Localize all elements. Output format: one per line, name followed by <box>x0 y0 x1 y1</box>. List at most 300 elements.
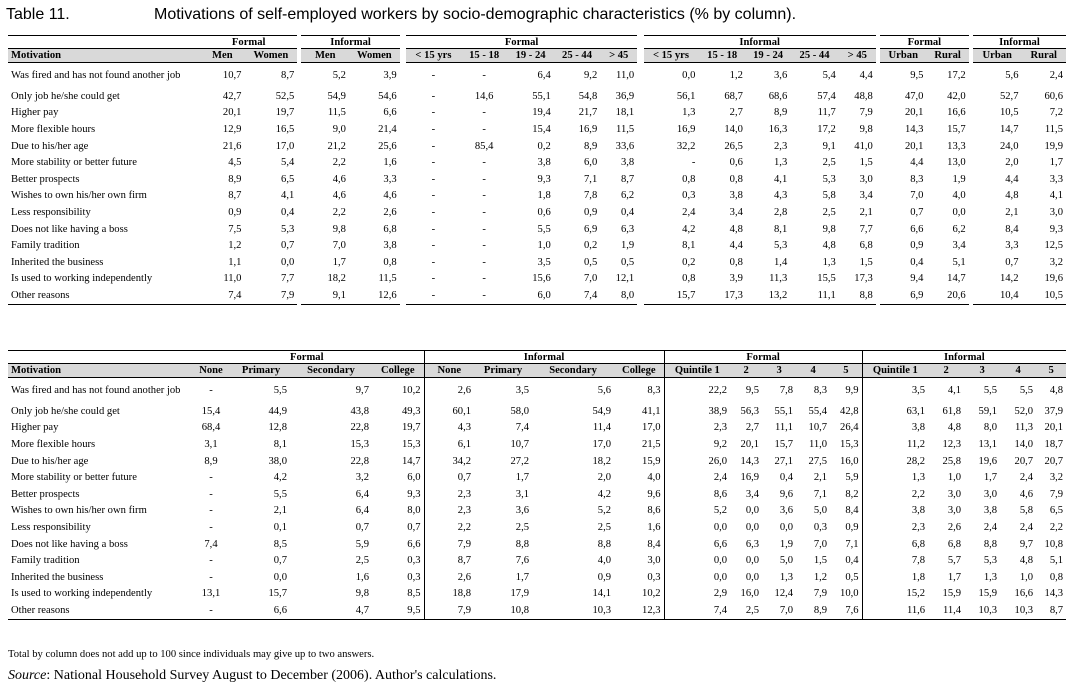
table-cell: 10,2 <box>642 588 661 600</box>
table-row <box>8 602 1066 619</box>
table-cell: 6,8 <box>862 536 928 553</box>
column-header: 5 <box>1036 364 1066 378</box>
table-cell: 7,7 <box>281 273 295 285</box>
column-header-row <box>8 49 1066 63</box>
table-cell: 14,1 <box>592 588 612 600</box>
table-cell: 41,0 <box>854 140 873 152</box>
column-header: > 45 <box>839 49 876 63</box>
table-cell: 5,3 <box>983 555 998 567</box>
table-cell: 6,6 <box>383 107 397 119</box>
table-cell: 5,1 <box>952 256 966 268</box>
table-cell: 26,5 <box>724 140 743 152</box>
table-cell: 0,6 <box>537 206 551 218</box>
table-cell: 2,4 <box>682 206 696 218</box>
table-cell: 4,6 <box>1019 488 1034 500</box>
table-cell: 0,7 <box>1005 256 1019 268</box>
table-cell: 3,8 <box>537 157 551 169</box>
table-cell: 16,3 <box>768 123 788 135</box>
table-cell: - <box>209 555 213 567</box>
row-label: Due to his/her age <box>11 455 89 467</box>
table-cell: 4,1 <box>281 190 295 202</box>
table-cell: 5,4 <box>281 157 295 169</box>
table-row <box>8 221 1066 238</box>
table-cell: 11,4 <box>928 602 964 619</box>
table-cell: 4,4 <box>839 63 876 89</box>
table-cell: 21,7 <box>578 107 598 119</box>
table-cell: 11,1 <box>790 287 839 304</box>
table-cell: 0,2 <box>537 140 551 152</box>
table-cell: 0,3 <box>682 190 696 202</box>
table-cell: 0,7 <box>407 521 421 533</box>
table-cell: 5,6 <box>532 378 614 404</box>
table-cell: 2,4 <box>1019 472 1034 484</box>
table-cell: 1,9 <box>779 538 794 550</box>
column-header: < 15 yrs <box>644 49 699 63</box>
table-cell: 0,6 <box>729 157 743 169</box>
table-cell: 0,0 <box>281 256 295 268</box>
table-cell: 9,9 <box>830 378 862 404</box>
table-cell: - <box>482 240 486 252</box>
table-cell: 7,8 <box>762 378 796 404</box>
table-cell: 24,0 <box>999 140 1019 152</box>
table-cell: 16,9 <box>578 123 598 135</box>
table-cell: 3,8 <box>862 503 928 520</box>
table-cell: 2,3 <box>424 486 474 503</box>
table-cell: 8,3 <box>796 378 830 404</box>
table-cell: 2,1 <box>813 472 828 484</box>
table-cell: - <box>431 107 436 119</box>
table-cell: 16,0 <box>840 455 859 467</box>
table-cell: 8,1 <box>273 438 287 450</box>
table-cell: 56,3 <box>740 405 760 417</box>
table-cell: 2,4 <box>1022 63 1067 89</box>
table-cell: 61,8 <box>942 405 962 417</box>
table-cell: 0,7 <box>424 469 474 486</box>
table-cell: 2,1 <box>273 505 287 517</box>
table-cell: - <box>190 602 232 619</box>
table-cell: 15,3 <box>402 438 421 450</box>
table-cell: 10,3 <box>964 602 1000 619</box>
table-cell: 17,9 <box>510 588 530 600</box>
table-cell: 8,7 <box>1036 602 1066 619</box>
column-header: 15 - 18 <box>698 49 746 63</box>
table-cell: 13,3 <box>947 140 966 152</box>
table-cell: 9,2 <box>664 436 730 453</box>
table-cell: 2,5 <box>515 521 530 533</box>
table-cell: 1,4 <box>774 256 788 268</box>
table-row <box>8 536 1066 553</box>
table-cell: 5,1 <box>1049 555 1064 567</box>
table-cell: - <box>209 571 213 583</box>
table-cell: 4,4 <box>1005 173 1019 185</box>
table-row <box>8 171 1066 188</box>
table-cell: 1,7 <box>1049 157 1063 169</box>
table-cell: 0,2 <box>584 240 598 252</box>
table-row <box>8 254 1066 271</box>
table-cell: 2,6 <box>947 521 962 533</box>
column-header: 3 <box>964 364 1000 378</box>
table-row <box>8 378 1066 404</box>
table-cell: - <box>209 521 213 533</box>
table-cell: 4,2 <box>597 488 612 500</box>
table-cell: 17,2 <box>817 123 836 135</box>
column-header: None <box>190 364 232 378</box>
table-cell: 2,1 <box>859 206 873 218</box>
table-cell: 5,5 <box>964 378 1000 404</box>
table-cell: - <box>461 63 507 89</box>
group-header: Formal <box>880 36 969 49</box>
table-cell: 0,5 <box>845 571 859 583</box>
row-label: Higher pay <box>11 107 59 119</box>
column-header: 25 - 44 <box>790 49 839 63</box>
table-cell: 10,5 <box>1022 287 1067 304</box>
table-cell: 2,2 <box>424 519 474 536</box>
table-cell: 4,4 <box>729 240 743 252</box>
table-cell: 48,8 <box>854 90 873 102</box>
table-row <box>8 403 1066 420</box>
table-cell: 0,2 <box>682 256 696 268</box>
table-cell: 5,3 <box>774 240 788 252</box>
table-cell: 0,8 <box>682 273 696 285</box>
table-cell: 21,5 <box>642 438 661 450</box>
table-cell: 7,9 <box>424 536 474 553</box>
source-text: : National Household Survey August to December (2006). Author's calculations. <box>46 668 497 683</box>
table-cell: 10,0 <box>840 588 859 600</box>
table-cell: 3,3 <box>383 173 397 185</box>
table-cell: 12,9 <box>222 123 242 135</box>
table-cell: 12,3 <box>942 438 962 450</box>
table-cell: 0,7 <box>281 240 295 252</box>
table-cell: 7,1 <box>584 173 598 185</box>
table-cell: 11,6 <box>862 602 928 619</box>
table-cell: 8,5 <box>273 538 287 550</box>
group-header: Informal <box>424 351 664 364</box>
table-cell: 5,3 <box>822 173 836 185</box>
table-cell: 9,0 <box>332 123 346 135</box>
table-cell: 2,9 <box>664 586 730 603</box>
column-header: Secondary <box>290 364 372 378</box>
table-cell: 10,8 <box>474 602 532 619</box>
table-cell: 42,7 <box>222 90 242 102</box>
table-cell: 2,4 <box>983 521 998 533</box>
table-cell: 5,2 <box>597 505 612 517</box>
table-cell: 7,9 <box>1049 488 1064 500</box>
table-cell: 19,7 <box>402 422 421 434</box>
table-cell: 11,1 <box>774 422 794 434</box>
table-cell: - <box>406 287 461 304</box>
table-cell: 6,2 <box>952 223 966 235</box>
table-cell: 5,4 <box>790 63 839 89</box>
table-cell: 0,0 <box>664 519 730 536</box>
table-cell: 19,6 <box>978 455 998 467</box>
table-cell: 7,4 <box>200 287 244 304</box>
table-cell: 21,2 <box>327 140 346 152</box>
table-cell: 11,4 <box>592 422 612 434</box>
table-cell: 1,5 <box>859 157 873 169</box>
column-header: Women <box>244 49 297 63</box>
table-cell: 20,1 <box>222 107 242 119</box>
table-cell: 0,0 <box>779 521 794 533</box>
table-cell: 8,1 <box>774 223 788 235</box>
table-cell: 9,5 <box>730 378 762 404</box>
table-cell: 6,6 <box>407 538 421 550</box>
table-cell: 6,5 <box>281 173 295 185</box>
table-cell: 7,4 <box>554 287 600 304</box>
table-cell: 17,0 <box>642 422 661 434</box>
table-cell: 14,7 <box>947 273 966 285</box>
table-cell: 7,0 <box>910 190 924 202</box>
table-cell: 10,5 <box>999 107 1019 119</box>
column-header: Motivation <box>8 49 200 63</box>
table-cell: 1,9 <box>620 240 635 252</box>
table-cell: 6,9 <box>584 223 598 235</box>
table-cell: 8,6 <box>664 486 730 503</box>
row-label: Does not like having a boss <box>11 538 128 550</box>
table-cell: 55,1 <box>774 405 794 417</box>
table-cell: 5,5 <box>232 378 290 404</box>
table-row <box>8 486 1066 503</box>
table-cell: 0,8 <box>682 173 696 185</box>
table-row <box>8 188 1066 205</box>
table-cell: 12,5 <box>1044 240 1063 252</box>
table-cell: 4,8 <box>822 240 836 252</box>
table-cell: 11,3 <box>769 273 788 285</box>
table-cell: 1,6 <box>355 571 369 583</box>
table-row <box>8 271 1066 288</box>
table-cell: 20,6 <box>926 287 968 304</box>
table-cell: 44,9 <box>268 405 287 417</box>
table-cell: 3,4 <box>859 190 873 202</box>
table-cell: 27,2 <box>510 455 530 467</box>
table-cell: 1,3 <box>774 157 788 169</box>
row-label: Better prospects <box>11 488 80 500</box>
table-cell: 8,8 <box>597 538 612 550</box>
table-cell: 6,3 <box>745 538 760 550</box>
table-cell: 1,0 <box>947 472 962 484</box>
table-cell: 8,7 <box>620 173 635 185</box>
table-cell: 20,1 <box>904 140 924 152</box>
table-cell: 15,4 <box>201 405 221 417</box>
column-header: 2 <box>730 364 762 378</box>
table-cell: - <box>482 107 486 119</box>
table-cell: 3,8 <box>383 240 397 252</box>
table-cell: 15,7 <box>774 438 794 450</box>
table-cell: 6,0 <box>507 287 553 304</box>
table-cell: 14,7 <box>402 455 421 467</box>
row-label: Only job he/she could get <box>11 405 120 417</box>
table-cell: 3,8 <box>729 190 743 202</box>
table-cell: 59,1 <box>978 405 998 417</box>
table-cell: 3,4 <box>729 206 743 218</box>
table-cell: 11,5 <box>378 273 397 285</box>
table-cell: 9,7 <box>290 378 372 404</box>
table-cell: 8,0 <box>600 287 637 304</box>
table-cell: 0,3 <box>407 571 421 583</box>
table-cell: 8,0 <box>407 505 421 517</box>
table-cell: 6,8 <box>947 538 962 550</box>
table-cell: 7,7 <box>859 223 873 235</box>
table-cell: 60,1 <box>424 403 474 420</box>
table-cell: 9,3 <box>407 488 421 500</box>
table-cell: 1,7 <box>515 472 530 484</box>
table-cell: 5,5 <box>537 223 551 235</box>
table-cell: 1,7 <box>515 571 530 583</box>
group-header: Formal <box>190 351 424 364</box>
group-header: Informal <box>973 36 1066 49</box>
table-cell: 15,6 <box>532 273 551 285</box>
table-row <box>8 503 1066 520</box>
table-cell: 2,4 <box>664 469 730 486</box>
table-cell: 9,8 <box>332 223 346 235</box>
row-label: More stability or better future <box>11 157 137 169</box>
table-cell: 15,9 <box>978 588 998 600</box>
table-cell: 7,9 <box>244 287 297 304</box>
table-cell: 3,0 <box>647 555 661 567</box>
row-label: Does not like having a boss <box>11 223 128 235</box>
row-label: Family tradition <box>11 555 80 567</box>
table-cell: - <box>406 63 461 89</box>
table-cell: 0,3 <box>813 521 828 533</box>
table-cell: 0,8 <box>1049 571 1064 583</box>
table-cell: 4,0 <box>952 190 966 202</box>
table-cell: 8,0 <box>983 422 998 434</box>
table-cell: 2,3 <box>424 503 474 520</box>
table-cell: 16,9 <box>676 123 696 135</box>
table-cell: - <box>482 123 486 135</box>
table-cell: 3,2 <box>355 472 369 484</box>
table-cell: 2,0 <box>597 472 612 484</box>
table-cell: 1,2 <box>813 571 828 583</box>
table-caption <box>6 4 1066 28</box>
table-cell: 41,1 <box>642 405 661 417</box>
table-cell: 2,3 <box>774 140 788 152</box>
table-cell: 4,3 <box>774 190 788 202</box>
table-cell: 2,1 <box>1005 206 1019 218</box>
table-cell: - <box>482 206 486 218</box>
table-cell: 3,1 <box>204 438 218 450</box>
row-label: More flexible hours <box>11 438 96 450</box>
table-cell: 1,5 <box>813 555 828 567</box>
table-cell: 5,0 <box>813 505 828 517</box>
table-cell: 2,0 <box>1005 157 1019 169</box>
table-cell: 5,3 <box>281 223 295 235</box>
table-cell: 9,3 <box>537 173 551 185</box>
table-cell: 2,2 <box>332 157 346 169</box>
table-cell: 1,7 <box>332 256 346 268</box>
row-label: Is used to working independently <box>11 588 153 600</box>
table-cell: 10,7 <box>510 438 530 450</box>
row-label: Only job he/she could get <box>11 90 120 102</box>
table-row <box>8 569 1066 586</box>
table-cell: 5,9 <box>355 538 369 550</box>
table-cell: 11,5 <box>1044 123 1063 135</box>
table-cell: 42,8 <box>840 405 859 417</box>
column-header: 19 - 24 <box>746 49 790 63</box>
table-cell: 10,7 <box>200 63 244 89</box>
table-cell: - <box>431 140 436 152</box>
table-cell: 5,7 <box>947 555 962 567</box>
table-cell: 7,0 <box>762 602 796 619</box>
table-cell: 3,9 <box>729 273 743 285</box>
table-cell: 8,4 <box>845 505 859 517</box>
column-header: Women <box>349 49 400 63</box>
table-cell: 15,3 <box>350 438 369 450</box>
table-cell: 6,0 <box>407 472 421 484</box>
table-cell: 1,5 <box>859 256 873 268</box>
table-cell: 1,0 <box>1019 571 1034 583</box>
table-cell: 55,4 <box>808 405 828 417</box>
table-cell: 52,5 <box>275 90 295 102</box>
table-cell: 7,8 <box>584 190 598 202</box>
table-cell: 33,6 <box>615 140 635 152</box>
table-cell: 37,9 <box>1044 405 1064 417</box>
table-cell: 6,1 <box>424 436 474 453</box>
column-header: Urban <box>973 49 1022 63</box>
table-cell: 2,5 <box>822 157 836 169</box>
table-cell: - <box>431 90 436 102</box>
table-cell: 7,0 <box>332 240 346 252</box>
table-cell: 4,5 <box>228 157 242 169</box>
table-cell: 0,1 <box>273 521 287 533</box>
table-cell: 3,0 <box>947 505 962 517</box>
column-header: None <box>424 364 474 378</box>
table-cell: 13,1 <box>201 588 221 600</box>
table-row <box>8 63 1066 89</box>
table-cell: 2,3 <box>664 420 730 437</box>
row-label: Wishes to own his/her own firm <box>11 190 147 202</box>
table-cell: 9,1 <box>301 287 349 304</box>
table-cell: 1,7 <box>947 571 962 583</box>
row-label: Higher pay <box>11 422 59 434</box>
table-cell: 11,0 <box>223 273 242 285</box>
table-cell: 7,4 <box>664 602 730 619</box>
column-header: 2 <box>928 364 964 378</box>
column-header: < 15 yrs <box>406 49 461 63</box>
table-cell: 14,3 <box>1044 588 1064 600</box>
row-label: Other reasons <box>8 287 200 304</box>
table-by-gender-age-area <box>8 35 1066 305</box>
table-cell: 25,8 <box>942 455 962 467</box>
table-cell: 1,6 <box>383 157 397 169</box>
table-cell: 52,7 <box>999 90 1019 102</box>
table-cell: 20,1 <box>740 438 760 450</box>
column-header: Secondary <box>532 364 614 378</box>
table-cell: 22,8 <box>350 455 369 467</box>
table-cell: 0,5 <box>584 256 598 268</box>
group-header: Informal <box>301 36 399 49</box>
table-cell: 5,2 <box>301 63 349 89</box>
table-cell: 20,7 <box>1014 455 1034 467</box>
table-cell: 3,6 <box>746 63 790 89</box>
table-cell: 15,7 <box>644 287 699 304</box>
table-cell: 5,2 <box>664 503 730 520</box>
column-header: 19 - 24 <box>507 49 553 63</box>
table-cell: 15,3 <box>840 438 859 450</box>
table-cell: 7,4 <box>515 422 530 434</box>
table-cell: 15,7 <box>947 123 966 135</box>
column-header: 4 <box>1000 364 1036 378</box>
table-cell: 0,8 <box>383 256 397 268</box>
table-cell: 15,2 <box>862 586 928 603</box>
table-row <box>8 138 1066 155</box>
table-cell: 3,8 <box>983 505 998 517</box>
table-cell: 0,9 <box>584 206 598 218</box>
table-cell: 17,2 <box>926 63 968 89</box>
table-row <box>8 436 1066 453</box>
table-cell: 9,4 <box>910 273 924 285</box>
table-cell: 0,9 <box>228 206 242 218</box>
table-cell: 17,3 <box>854 273 873 285</box>
